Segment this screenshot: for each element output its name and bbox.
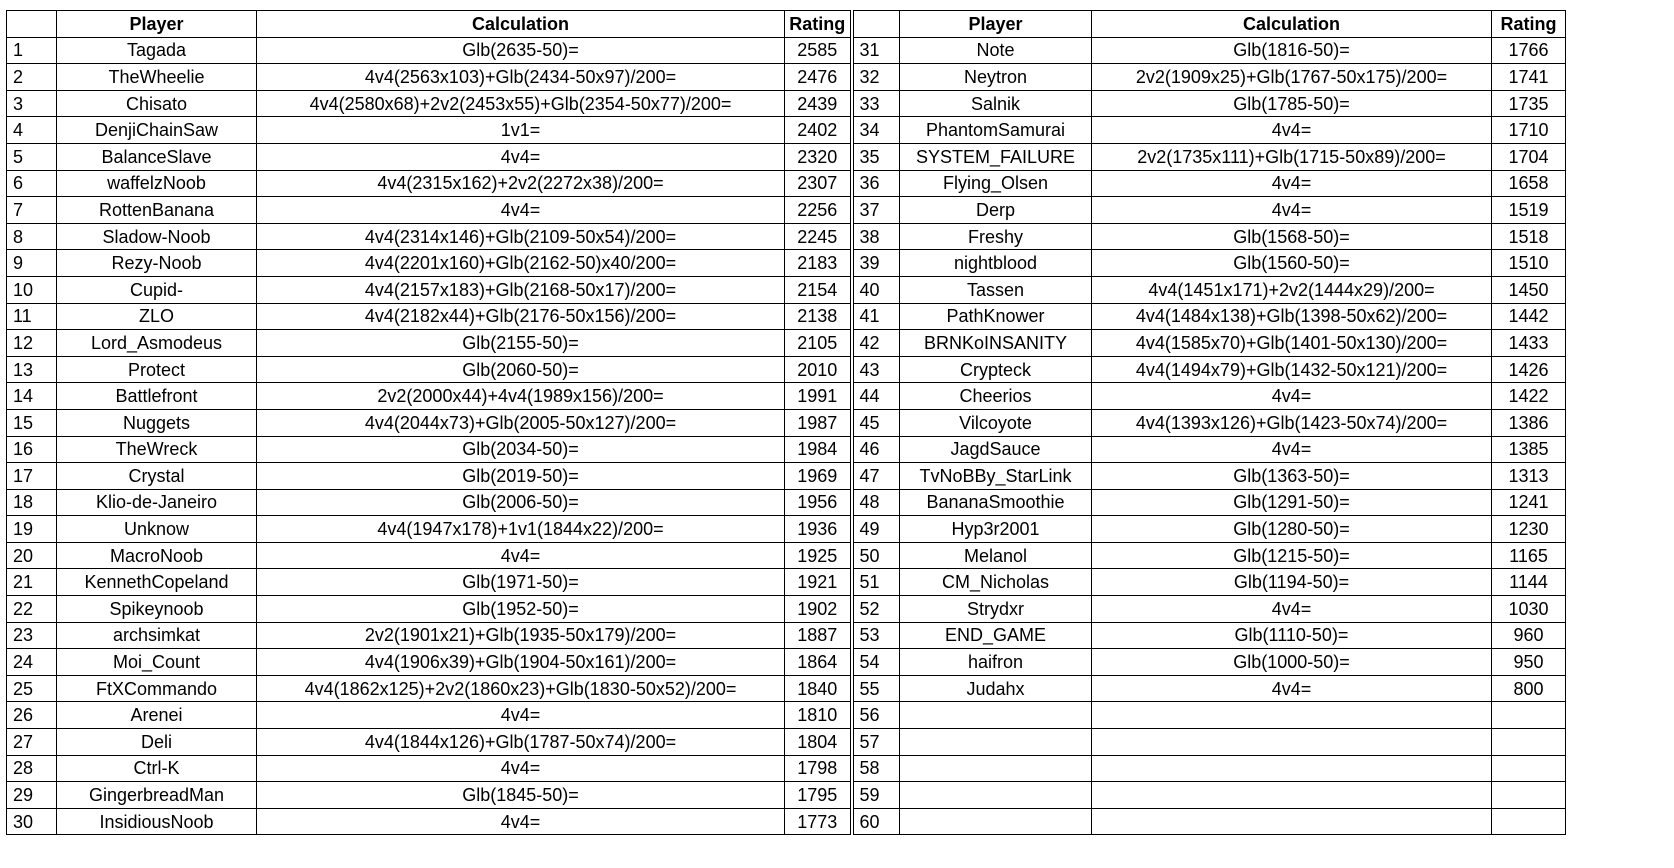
right-rank-cell: 39 [852, 250, 900, 277]
header-rating-right: Rating [1492, 11, 1566, 38]
right-rating-cell: 1230 [1492, 516, 1566, 543]
left-rank-cell: 9 [7, 250, 57, 277]
right-rank-cell: 31 [852, 37, 900, 64]
left-calculation-cell: 4v4(1844x126)+Glb(1787-50x74)/200= [257, 729, 785, 756]
table-row [7, 755, 1566, 782]
right-calculation-cell: 4v4= [1092, 117, 1492, 144]
left-rating-cell: 2320 [785, 143, 852, 170]
left-player-cell: Spikeynoob [57, 596, 257, 623]
left-rating-cell: 2010 [785, 356, 852, 383]
right-rank-cell: 38 [852, 223, 900, 250]
table-row [7, 675, 1566, 702]
left-rating-cell: 2439 [785, 90, 852, 117]
left-player-cell: Nuggets [57, 409, 257, 436]
right-rating-cell: 1426 [1492, 356, 1566, 383]
right-rank-cell: 57 [852, 729, 900, 756]
left-calculation-cell: 4v4(1906x39)+Glb(1904-50x161)/200= [257, 649, 785, 676]
right-rank-cell: 33 [852, 90, 900, 117]
left-rank-cell: 29 [7, 782, 57, 809]
left-rating-cell: 1840 [785, 675, 852, 702]
left-player-cell: archsimkat [57, 622, 257, 649]
left-calculation-cell: Glb(2006-50)= [257, 489, 785, 516]
right-calculation-cell: Glb(1215-50)= [1092, 542, 1492, 569]
left-rank-cell: 16 [7, 436, 57, 463]
left-rank-cell: 5 [7, 143, 57, 170]
right-rank-cell: 35 [852, 143, 900, 170]
right-rating-cell: 1385 [1492, 436, 1566, 463]
right-rating-cell: 1386 [1492, 409, 1566, 436]
right-player-cell: BRNKoINSANITY [900, 330, 1092, 357]
right-player-cell: JagdSauce [900, 436, 1092, 463]
left-rank-cell: 24 [7, 649, 57, 676]
right-calculation-cell: 4v4= [1092, 197, 1492, 224]
left-rank-cell: 20 [7, 542, 57, 569]
left-rank-cell: 13 [7, 356, 57, 383]
left-player-cell: DenjiChainSaw [57, 117, 257, 144]
right-rating-cell: 950 [1492, 649, 1566, 676]
right-rating-cell: 1241 [1492, 489, 1566, 516]
right-calculation-cell: 4v4= [1092, 170, 1492, 197]
right-calculation-cell: Glb(1280-50)= [1092, 516, 1492, 543]
right-calculation-cell: Glb(1568-50)= [1092, 223, 1492, 250]
left-rank-cell: 14 [7, 383, 57, 410]
left-rating-cell: 2183 [785, 250, 852, 277]
right-player-cell: Judahx [900, 675, 1092, 702]
right-player-cell: Strydxr [900, 596, 1092, 623]
left-rank-cell: 2 [7, 64, 57, 91]
right-calculation-cell: Glb(1816-50)= [1092, 37, 1492, 64]
left-calculation-cell: 4v4(2314x146)+Glb(2109-50x54)/200= [257, 223, 785, 250]
header-rank-right [852, 11, 900, 38]
right-calculation-cell: 4v4(1393x126)+Glb(1423-50x74)/200= [1092, 409, 1492, 436]
right-rating-cell: 1144 [1492, 569, 1566, 596]
right-calculation-cell: Glb(1110-50)= [1092, 622, 1492, 649]
right-rank-cell: 41 [852, 303, 900, 330]
right-rank-cell: 49 [852, 516, 900, 543]
right-rating-cell [1492, 702, 1566, 729]
right-calculation-cell [1092, 782, 1492, 809]
right-rating-cell: 1735 [1492, 90, 1566, 117]
table-row [7, 197, 1566, 224]
left-player-cell: Rezy-Noob [57, 250, 257, 277]
left-rank-cell: 12 [7, 330, 57, 357]
table-row [7, 516, 1566, 543]
right-rating-cell: 1450 [1492, 276, 1566, 303]
table-row [7, 463, 1566, 490]
right-rating-cell: 1422 [1492, 383, 1566, 410]
table-row [7, 276, 1566, 303]
rating-sheet [6, 10, 1566, 835]
right-rating-cell: 1710 [1492, 117, 1566, 144]
left-rank-cell: 26 [7, 702, 57, 729]
right-rating-cell: 1433 [1492, 330, 1566, 357]
left-player-cell: Lord_Asmodeus [57, 330, 257, 357]
table-row [7, 808, 1566, 835]
right-rank-cell: 46 [852, 436, 900, 463]
left-rank-cell: 15 [7, 409, 57, 436]
right-rank-cell: 59 [852, 782, 900, 809]
table-body [7, 37, 1566, 835]
left-rating-cell: 2138 [785, 303, 852, 330]
table-row [7, 489, 1566, 516]
left-player-cell: KennethCopeland [57, 569, 257, 596]
right-rank-cell: 34 [852, 117, 900, 144]
right-rank-cell: 37 [852, 197, 900, 224]
right-player-cell [900, 808, 1092, 835]
right-rank-cell: 53 [852, 622, 900, 649]
right-player-cell: PathKnower [900, 303, 1092, 330]
left-rating-cell: 1864 [785, 649, 852, 676]
left-rank-cell: 18 [7, 489, 57, 516]
left-rating-cell: 1921 [785, 569, 852, 596]
left-rating-cell: 1902 [785, 596, 852, 623]
right-rank-cell: 44 [852, 383, 900, 410]
table-row [7, 330, 1566, 357]
right-calculation-cell: Glb(1363-50)= [1092, 463, 1492, 490]
right-player-cell: nightblood [900, 250, 1092, 277]
left-rank-cell: 8 [7, 223, 57, 250]
left-player-cell: Klio-de-Janeiro [57, 489, 257, 516]
header-calculation-right: Calculation [1092, 11, 1492, 38]
table-row [7, 303, 1566, 330]
right-player-cell: Note [900, 37, 1092, 64]
right-calculation-cell: 4v4= [1092, 675, 1492, 702]
right-rank-cell: 40 [852, 276, 900, 303]
right-calculation-cell: 4v4= [1092, 383, 1492, 410]
right-rating-cell: 1510 [1492, 250, 1566, 277]
right-calculation-cell: 4v4= [1092, 596, 1492, 623]
right-rating-cell: 960 [1492, 622, 1566, 649]
table-row [7, 64, 1566, 91]
right-rank-cell: 50 [852, 542, 900, 569]
left-rating-cell: 2154 [785, 276, 852, 303]
right-player-cell: Crypteck [900, 356, 1092, 383]
table-row [7, 90, 1566, 117]
left-calculation-cell: 4v4= [257, 143, 785, 170]
left-calculation-cell: 4v4= [257, 755, 785, 782]
left-rating-cell: 1984 [785, 436, 852, 463]
left-calculation-cell: Glb(1971-50)= [257, 569, 785, 596]
left-player-cell: Chisato [57, 90, 257, 117]
left-player-cell: ZLO [57, 303, 257, 330]
right-rating-cell: 1518 [1492, 223, 1566, 250]
left-calculation-cell: Glb(2034-50)= [257, 436, 785, 463]
left-player-cell: Deli [57, 729, 257, 756]
left-rating-cell: 2245 [785, 223, 852, 250]
left-calculation-cell: 4v4= [257, 702, 785, 729]
right-calculation-cell: 2v2(1735x111)+Glb(1715-50x89)/200= [1092, 143, 1492, 170]
left-player-cell: Arenei [57, 702, 257, 729]
right-player-cell: CM_Nicholas [900, 569, 1092, 596]
left-rating-cell: 1936 [785, 516, 852, 543]
right-player-cell [900, 755, 1092, 782]
right-rating-cell [1492, 782, 1566, 809]
table-row [7, 649, 1566, 676]
left-rating-cell: 1987 [785, 409, 852, 436]
right-player-cell: Neytron [900, 64, 1092, 91]
left-player-cell: Ctrl-K [57, 755, 257, 782]
right-rank-cell: 54 [852, 649, 900, 676]
left-calculation-cell: Glb(2155-50)= [257, 330, 785, 357]
left-calculation-cell: Glb(1952-50)= [257, 596, 785, 623]
right-calculation-cell: 2v2(1909x25)+Glb(1767-50x175)/200= [1092, 64, 1492, 91]
table-row [7, 37, 1566, 64]
header-rank-left [7, 11, 57, 38]
left-rating-cell: 1956 [785, 489, 852, 516]
left-player-cell: TheWheelie [57, 64, 257, 91]
left-calculation-cell: 4v4(2580x68)+2v2(2453x55)+Glb(2354-50x77)/200= [257, 90, 785, 117]
left-player-cell: Crystal [57, 463, 257, 490]
right-calculation-cell: 4v4(1494x79)+Glb(1432-50x121)/200= [1092, 356, 1492, 383]
table-row [7, 143, 1566, 170]
right-player-cell: Vilcoyote [900, 409, 1092, 436]
right-rank-cell: 48 [852, 489, 900, 516]
right-calculation-cell: 4v4(1484x138)+Glb(1398-50x62)/200= [1092, 303, 1492, 330]
left-calculation-cell: Glb(1845-50)= [257, 782, 785, 809]
right-rating-cell: 1766 [1492, 37, 1566, 64]
right-rank-cell: 60 [852, 808, 900, 835]
left-rank-cell: 4 [7, 117, 57, 144]
left-player-cell: Tagada [57, 37, 257, 64]
left-rank-cell: 10 [7, 276, 57, 303]
header-row [7, 11, 1566, 38]
left-calculation-cell: 4v4(2315x162)+2v2(2272x38)/200= [257, 170, 785, 197]
right-calculation-cell: Glb(1785-50)= [1092, 90, 1492, 117]
left-player-cell: Battlefront [57, 383, 257, 410]
left-calculation-cell: 4v4(2563x103)+Glb(2434-50x97)/200= [257, 64, 785, 91]
left-rank-cell: 11 [7, 303, 57, 330]
right-player-cell: TvNoBBy_StarLink [900, 463, 1092, 490]
left-rating-cell: 1795 [785, 782, 852, 809]
table-row [7, 383, 1566, 410]
left-calculation-cell: 2v2(2000x44)+4v4(1989x156)/200= [257, 383, 785, 410]
right-player-cell [900, 702, 1092, 729]
left-rating-cell: 1773 [785, 808, 852, 835]
right-rating-cell: 1442 [1492, 303, 1566, 330]
left-player-cell: InsidiousNoob [57, 808, 257, 835]
left-rating-cell: 1798 [785, 755, 852, 782]
right-rank-cell: 42 [852, 330, 900, 357]
right-rank-cell: 45 [852, 409, 900, 436]
right-rank-cell: 55 [852, 675, 900, 702]
left-calculation-cell: 4v4= [257, 197, 785, 224]
left-rank-cell: 28 [7, 755, 57, 782]
left-rating-cell: 1925 [785, 542, 852, 569]
table-row [7, 702, 1566, 729]
left-rating-cell: 2476 [785, 64, 852, 91]
right-rank-cell: 58 [852, 755, 900, 782]
left-rank-cell: 1 [7, 37, 57, 64]
left-player-cell: BalanceSlave [57, 143, 257, 170]
table-row [7, 170, 1566, 197]
table-row [7, 250, 1566, 277]
left-player-cell: GingerbreadMan [57, 782, 257, 809]
right-rank-cell: 36 [852, 170, 900, 197]
table-row [7, 117, 1566, 144]
right-rank-cell: 32 [852, 64, 900, 91]
left-calculation-cell: 4v4(2044x73)+Glb(2005-50x127)/200= [257, 409, 785, 436]
left-rating-cell: 2105 [785, 330, 852, 357]
left-calculation-cell: 4v4(1862x125)+2v2(1860x23)+Glb(1830-50x52)/200= [257, 675, 785, 702]
right-rank-cell: 52 [852, 596, 900, 623]
right-rating-cell: 1313 [1492, 463, 1566, 490]
right-rating-cell: 1741 [1492, 64, 1566, 91]
right-player-cell: Melanol [900, 542, 1092, 569]
right-player-cell: Salnik [900, 90, 1092, 117]
left-rank-cell: 22 [7, 596, 57, 623]
right-calculation-cell: 4v4= [1092, 436, 1492, 463]
left-player-cell: FtXCommando [57, 675, 257, 702]
right-rank-cell: 51 [852, 569, 900, 596]
right-rank-cell: 56 [852, 702, 900, 729]
left-player-cell: RottenBanana [57, 197, 257, 224]
right-rank-cell: 43 [852, 356, 900, 383]
left-player-cell: Moi_Count [57, 649, 257, 676]
left-rating-cell: 1991 [785, 383, 852, 410]
left-player-cell: waffelzNoob [57, 170, 257, 197]
right-player-cell: SYSTEM_FAILURE [900, 143, 1092, 170]
left-player-cell: MacroNoob [57, 542, 257, 569]
left-rank-cell: 7 [7, 197, 57, 224]
right-player-cell: Tassen [900, 276, 1092, 303]
right-rating-cell [1492, 808, 1566, 835]
header-player-left: Player [57, 11, 257, 38]
left-calculation-cell: Glb(2635-50)= [257, 37, 785, 64]
rating-table [6, 10, 1566, 835]
left-rank-cell: 30 [7, 808, 57, 835]
left-calculation-cell: Glb(2060-50)= [257, 356, 785, 383]
right-player-cell: BananaSmoothie [900, 489, 1092, 516]
left-calculation-cell: 4v4= [257, 542, 785, 569]
left-calculation-cell: 4v4= [257, 808, 785, 835]
table-row [7, 436, 1566, 463]
left-player-cell: Unknow [57, 516, 257, 543]
right-calculation-cell: Glb(1560-50)= [1092, 250, 1492, 277]
right-calculation-cell: Glb(1194-50)= [1092, 569, 1492, 596]
left-rating-cell: 2256 [785, 197, 852, 224]
left-rating-cell: 1810 [785, 702, 852, 729]
header-rating-left: Rating [785, 11, 852, 38]
right-calculation-cell: Glb(1000-50)= [1092, 649, 1492, 676]
right-player-cell: Cheerios [900, 383, 1092, 410]
left-rating-cell: 2402 [785, 117, 852, 144]
left-player-cell: TheWreck [57, 436, 257, 463]
left-rank-cell: 19 [7, 516, 57, 543]
left-calculation-cell: 4v4(1947x178)+1v1(1844x22)/200= [257, 516, 785, 543]
left-rating-cell: 1804 [785, 729, 852, 756]
right-rank-cell: 47 [852, 463, 900, 490]
left-rating-cell: 2585 [785, 37, 852, 64]
right-rating-cell: 1030 [1492, 596, 1566, 623]
left-rank-cell: 6 [7, 170, 57, 197]
table-row [7, 569, 1566, 596]
right-rating-cell: 800 [1492, 675, 1566, 702]
left-calculation-cell: 4v4(2182x44)+Glb(2176-50x156)/200= [257, 303, 785, 330]
right-calculation-cell: Glb(1291-50)= [1092, 489, 1492, 516]
left-rank-cell: 23 [7, 622, 57, 649]
right-calculation-cell [1092, 755, 1492, 782]
right-player-cell: haifron [900, 649, 1092, 676]
right-rating-cell [1492, 729, 1566, 756]
left-rank-cell: 27 [7, 729, 57, 756]
left-player-cell: Sladow-Noob [57, 223, 257, 250]
table-row [7, 356, 1566, 383]
right-rating-cell: 1658 [1492, 170, 1566, 197]
table-row [7, 223, 1566, 250]
table-row [7, 622, 1566, 649]
left-calculation-cell: 1v1= [257, 117, 785, 144]
right-rating-cell: 1704 [1492, 143, 1566, 170]
right-rating-cell [1492, 755, 1566, 782]
table-row [7, 596, 1566, 623]
left-player-cell: Cupid- [57, 276, 257, 303]
right-rating-cell: 1519 [1492, 197, 1566, 224]
left-rank-cell: 17 [7, 463, 57, 490]
left-rank-cell: 3 [7, 90, 57, 117]
left-rank-cell: 21 [7, 569, 57, 596]
right-calculation-cell [1092, 808, 1492, 835]
header-player-right: Player [900, 11, 1092, 38]
right-player-cell: Hyp3r2001 [900, 516, 1092, 543]
left-player-cell: Protect [57, 356, 257, 383]
right-player-cell: PhantomSamurai [900, 117, 1092, 144]
right-calculation-cell: 4v4(1585x70)+Glb(1401-50x130)/200= [1092, 330, 1492, 357]
right-player-cell: END_GAME [900, 622, 1092, 649]
left-rating-cell: 2307 [785, 170, 852, 197]
left-calculation-cell: 2v2(1901x21)+Glb(1935-50x179)/200= [257, 622, 785, 649]
right-player-cell: Freshy [900, 223, 1092, 250]
left-calculation-cell: 4v4(2157x183)+Glb(2168-50x17)/200= [257, 276, 785, 303]
right-calculation-cell: 4v4(1451x171)+2v2(1444x29)/200= [1092, 276, 1492, 303]
right-calculation-cell [1092, 729, 1492, 756]
right-player-cell [900, 782, 1092, 809]
table-row [7, 542, 1566, 569]
left-rating-cell: 1969 [785, 463, 852, 490]
left-rank-cell: 25 [7, 675, 57, 702]
left-calculation-cell: Glb(2019-50)= [257, 463, 785, 490]
right-player-cell: Flying_Olsen [900, 170, 1092, 197]
header-calculation-left: Calculation [257, 11, 785, 38]
left-calculation-cell: 4v4(2201x160)+Glb(2162-50)x40/200= [257, 250, 785, 277]
right-rating-cell: 1165 [1492, 542, 1566, 569]
table-row [7, 782, 1566, 809]
right-calculation-cell [1092, 702, 1492, 729]
right-player-cell: Derp [900, 197, 1092, 224]
table-row [7, 409, 1566, 436]
left-rating-cell: 1887 [785, 622, 852, 649]
table-row [7, 729, 1566, 756]
right-player-cell [900, 729, 1092, 756]
